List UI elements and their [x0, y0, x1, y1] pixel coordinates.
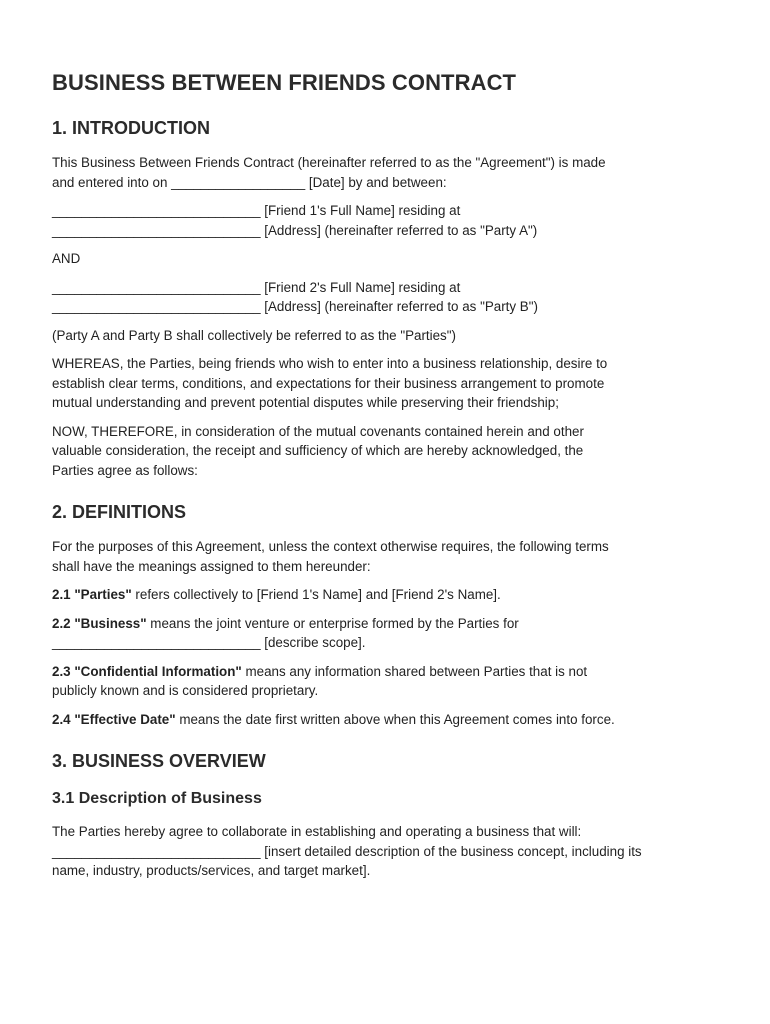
business-description-line: name, industry, products/services, and target market]. [52, 863, 371, 878]
definitions-intro-line: For the purposes of this Agreement, unless the context otherwise requires, the following terms [52, 539, 609, 554]
party-a-name-line: ____________________________ [Friend 1's Full Name] residing at [52, 203, 461, 218]
definition-text: means the joint venture or enterprise formed by the Parties for [146, 615, 519, 631]
subsection-heading-description: 3.1 Description of Business [52, 790, 262, 807]
definitions-intro-line: shall have the meanings assigned to them hereunder: [52, 558, 371, 574]
intro-line: This Business Between Friends Contract (hereinafter referred to as the "Agreement") is made [52, 155, 606, 170]
definition-text: refers collectively to [Friend 1's Name] and [Friend 2's Name]. [131, 587, 501, 602]
party-b-block [52, 278, 732, 317]
party-b-address-line: ____________________________ [Address] (hereinafter referred to as "Party B") [52, 299, 538, 314]
document-page [52, 70, 732, 890]
definition-effective-date [52, 710, 732, 730]
definition-term: 2.3 "Confidential Information" [52, 663, 242, 679]
intro-line: and entered into on __________________ [Date] by and between: [52, 174, 447, 190]
party-b-name-line: ____________________________ [Friend 2's Full Name] residing at [52, 279, 461, 295]
parties-note: (Party A and Party B shall collectively be referred to as the "Parties") [52, 327, 456, 343]
definitions-intro [52, 537, 732, 576]
definition-term: 2.4 "Effective Date" [52, 711, 176, 727]
and-separator: AND [52, 251, 81, 266]
section-heading-definitions: 2. DEFINITIONS [52, 502, 187, 522]
definition-text: publicly known and is considered proprietary. [52, 683, 319, 698]
section-heading-business-overview: 3. BUSINESS OVERVIEW [52, 751, 266, 771]
definition-term: 2.1 "Parties" [52, 587, 132, 602]
definition-confidential-information [52, 662, 732, 701]
now-therefore-line: Parties agree as follows: [52, 462, 198, 478]
business-description-line: The Parties hereby agree to collaborate in establishing and operating a business that will: [52, 824, 582, 839]
now-therefore-line: NOW, THEREFORE, in consideration of the mutual covenants contained herein and other [52, 423, 584, 439]
intro-paragraph [52, 153, 732, 192]
whereas-line: WHEREAS, the Parties, being friends who wish to enter into a business relationship, desire to [52, 356, 608, 371]
definition-parties [52, 585, 732, 605]
now-therefore-line: valuable consideration, the receipt and sufficiency of which are hereby acknowledged, the [52, 443, 584, 458]
party-a-block [52, 201, 732, 240]
now-therefore-paragraph [52, 422, 732, 481]
definition-text: ____________________________ [describe scope]. [52, 635, 366, 650]
whereas-paragraph [52, 354, 732, 413]
business-description-line: ____________________________ [insert detailed description of the business concept, including its [52, 843, 642, 859]
definition-term: 2.2 "Business" [52, 615, 147, 631]
party-a-address-line: ____________________________ [Address] (hereinafter referred to as "Party A") [52, 222, 538, 238]
whereas-line: mutual understanding and prevent potential disputes while preserving their friendship; [52, 395, 559, 410]
document-title: BUSINESS BETWEEN FRIENDS CONTRACT [52, 70, 517, 95]
definition-text: means any information shared between Parties that is not [241, 663, 588, 679]
whereas-line: establish clear terms, conditions, and expectations for their business arrangement to promote [52, 375, 605, 391]
definition-business [52, 614, 732, 653]
section-heading-introduction: 1. INTRODUCTION [52, 118, 211, 138]
business-description-paragraph [52, 822, 732, 881]
definition-text: means the date first written above when this Agreement comes into force. [175, 711, 615, 727]
